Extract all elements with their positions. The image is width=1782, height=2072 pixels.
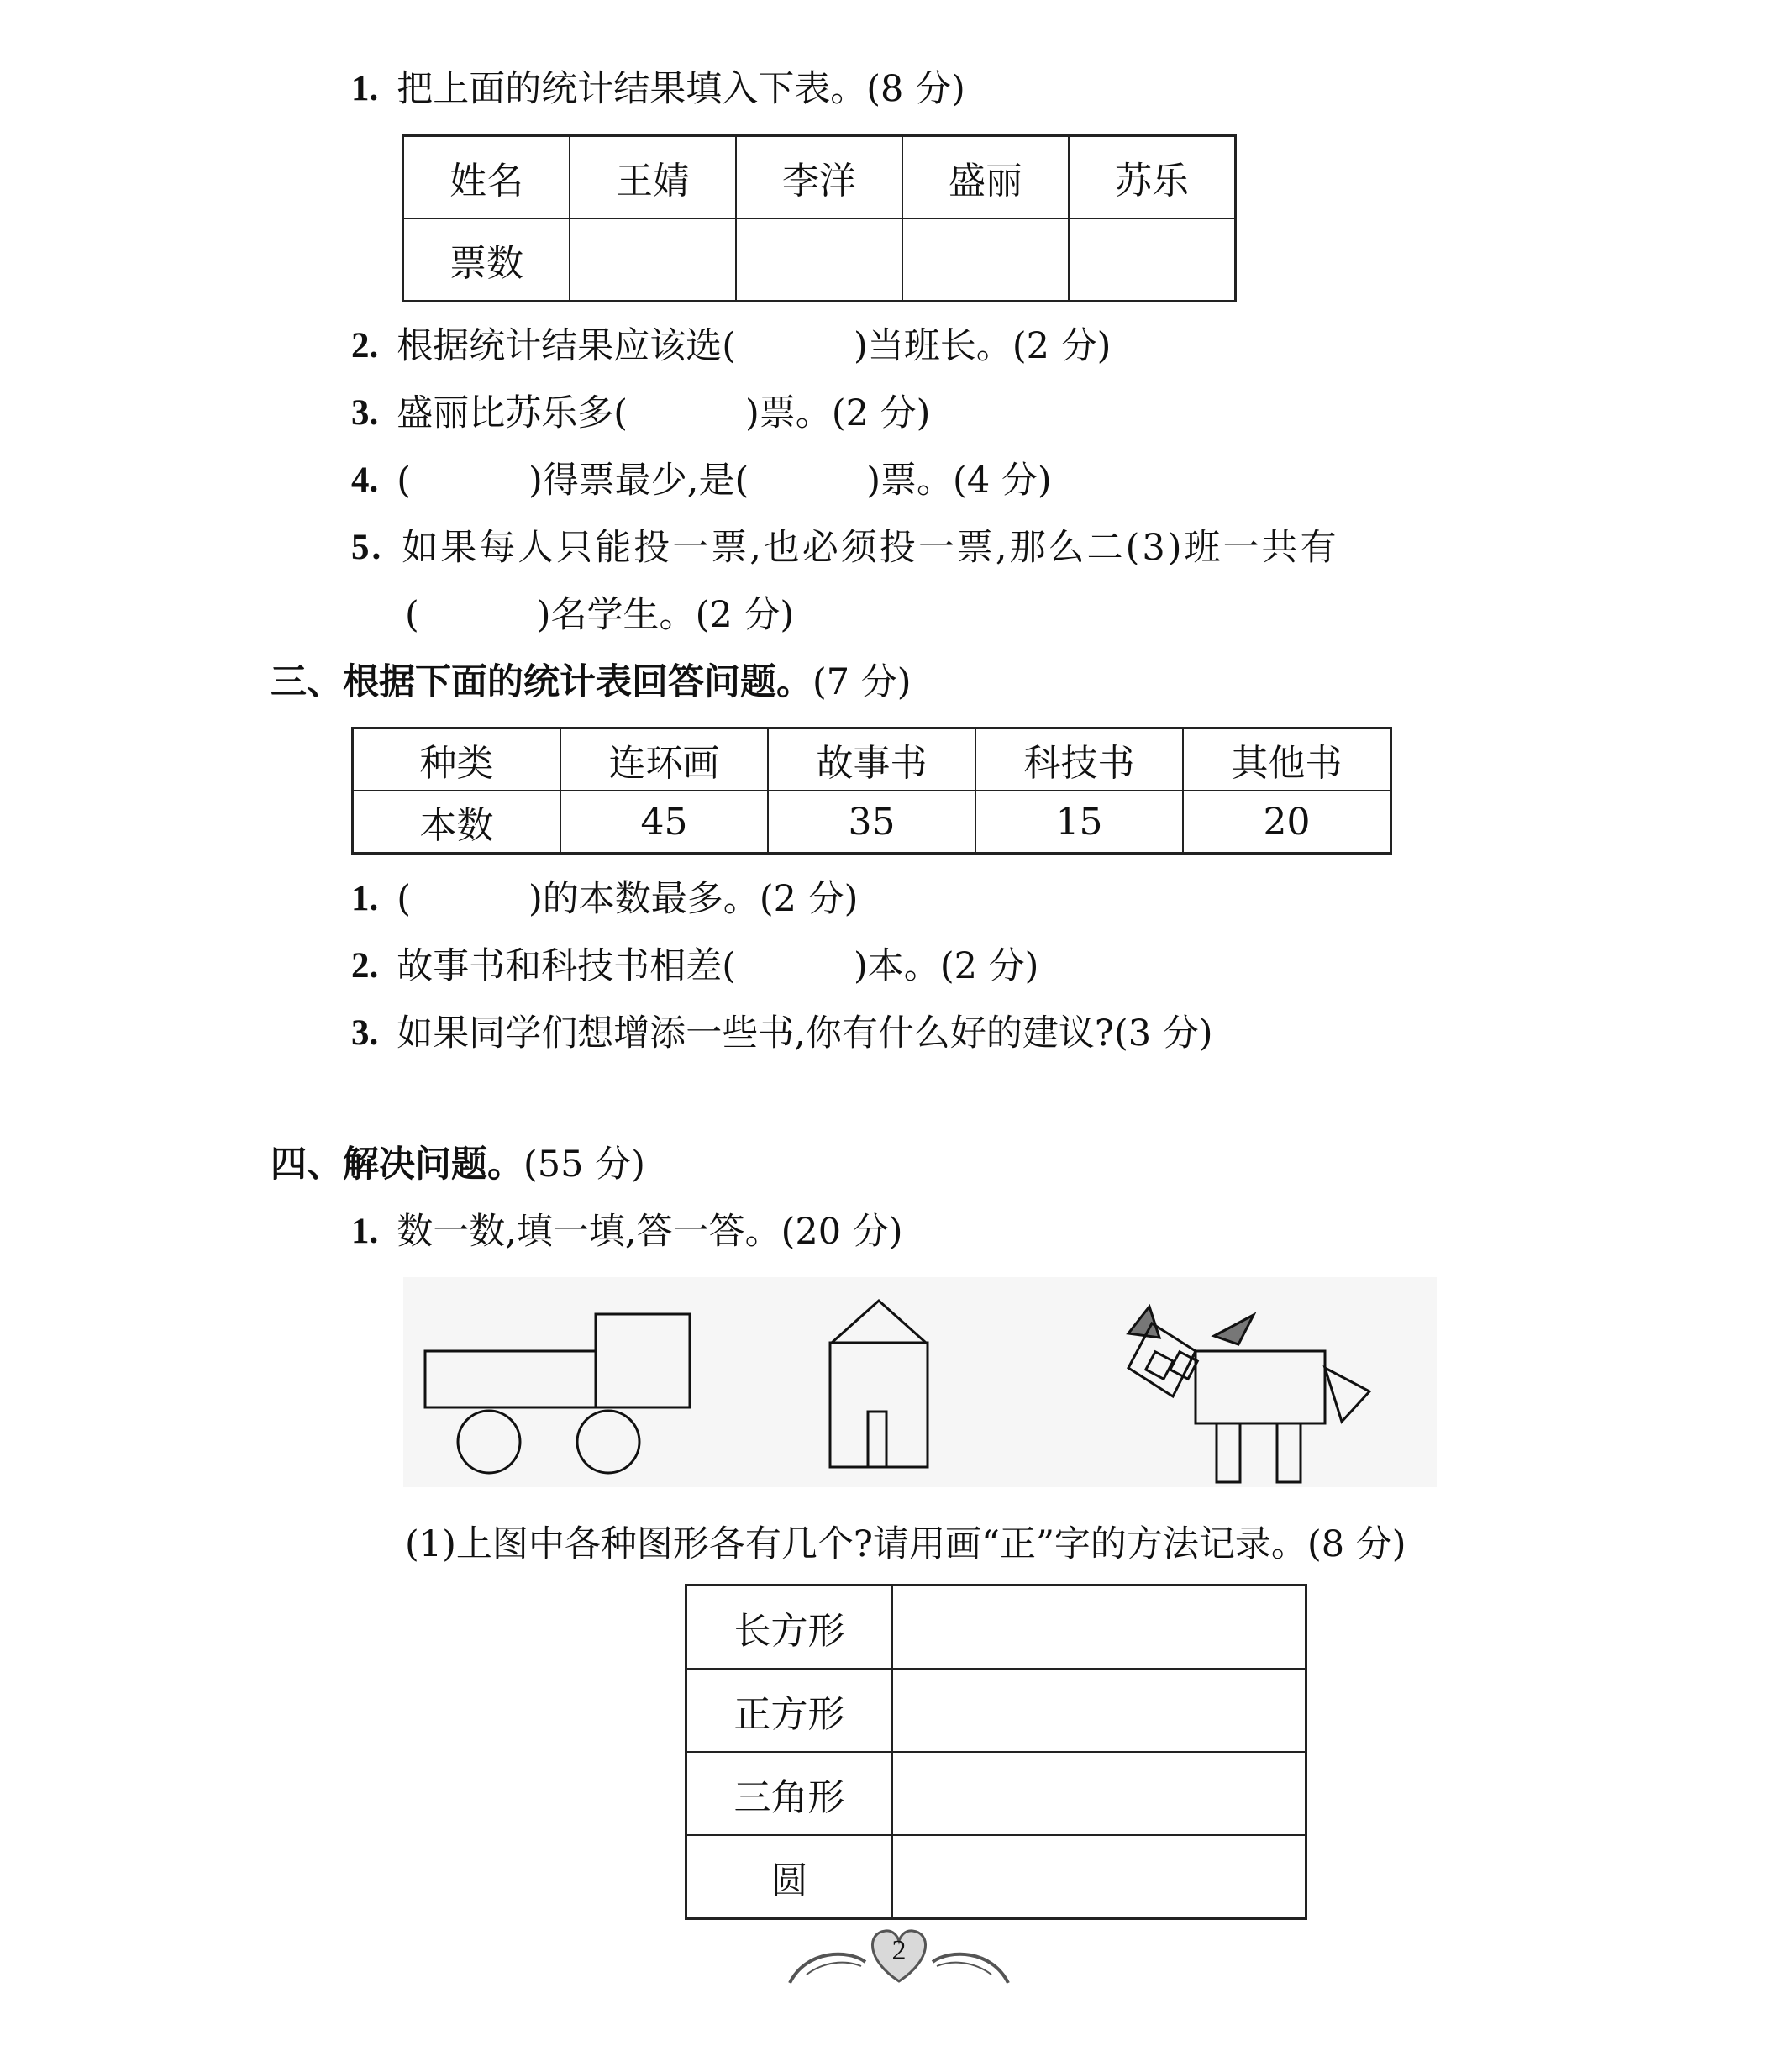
- answer-cell[interactable]: [902, 218, 1069, 302]
- table-cell: 盛丽: [902, 136, 1069, 219]
- q-text: )名学生。: [536, 594, 696, 636]
- p3-q2-line: [351, 941, 1038, 991]
- p4-q1-line: [351, 1207, 903, 1257]
- q-text: )票。: [866, 460, 954, 502]
- section-score: (7 分): [812, 661, 912, 703]
- q-number: 2.: [351, 946, 379, 986]
- q-text: 故事书和科技书相差(: [397, 945, 737, 987]
- table-cell: 票数: [403, 218, 570, 302]
- table-cell: 姓名: [403, 136, 570, 219]
- page-footer: [773, 1916, 1025, 1991]
- table-cell: 20: [1183, 791, 1391, 854]
- shapes-figure: [403, 1277, 1437, 1487]
- q3-line: [351, 388, 930, 439]
- q-score: (4 分): [953, 460, 1052, 502]
- table-header: 科技书: [975, 728, 1183, 791]
- q-text: )的本数最多。: [528, 878, 760, 920]
- shapes-illustration: [403, 1277, 1437, 1487]
- cow-figure: [1128, 1307, 1369, 1482]
- q5-line2: [405, 590, 794, 640]
- q2-line: [351, 321, 1111, 371]
- q-text: )得票最少,是(: [528, 460, 749, 502]
- cow-tail-triangle: [1325, 1368, 1369, 1422]
- truck-wheel-circle: [577, 1411, 639, 1473]
- truck-body-rectangle: [425, 1351, 596, 1407]
- q-number: 2.: [351, 326, 379, 365]
- cow-eye-square: [1146, 1352, 1173, 1379]
- book-table: [351, 727, 1392, 855]
- table-cell: 本数: [353, 791, 561, 854]
- answer-cell[interactable]: [1069, 218, 1236, 302]
- section-title: 四、解决问题。: [271, 1144, 523, 1186]
- q-score: (8 分): [1306, 1523, 1406, 1565]
- q-text: (: [405, 594, 419, 636]
- page-number: 2: [891, 1935, 907, 1966]
- q-text: )当班长。: [854, 325, 1012, 367]
- q-number: 3.: [351, 1013, 379, 1053]
- answer-cell[interactable]: [570, 218, 736, 302]
- table-cell: 苏乐: [1069, 136, 1236, 219]
- answer-cell[interactable]: [892, 1752, 1306, 1835]
- truck-figure: [425, 1314, 690, 1473]
- q-score: (2 分): [759, 878, 859, 920]
- q-score: (2 分): [695, 594, 795, 636]
- q-text: 如果每人只能投一票,也必须投一票,那么二(3)班一共有: [402, 527, 1339, 569]
- q-text: 如果同学们想增添一些书,你有什么好的建议?: [397, 1012, 1114, 1054]
- q-text: 把上面的统计结果填入下表。: [397, 68, 867, 110]
- q-score: (2 分): [831, 392, 931, 434]
- q-text: )本。: [854, 945, 940, 987]
- q-number: 4.: [351, 460, 379, 500]
- q-score: (20 分): [781, 1211, 903, 1253]
- cow-leg-rectangle: [1217, 1423, 1240, 1482]
- q5-line: [351, 523, 1339, 573]
- q-number: 1.: [351, 69, 379, 108]
- house-door-rectangle: [868, 1412, 886, 1467]
- table-cell: 三角形: [686, 1752, 893, 1835]
- q1-line: [351, 64, 965, 114]
- q-text: )票。: [745, 392, 832, 434]
- cow-ear-triangle: [1214, 1315, 1254, 1344]
- table-header: 种类: [353, 728, 561, 791]
- cow-body-rectangle: [1196, 1351, 1325, 1423]
- q-score: (3 分): [1113, 1012, 1213, 1054]
- p3-q3-line: [351, 1008, 1213, 1059]
- q-score: (8 分): [866, 68, 965, 110]
- table-cell: 15: [975, 791, 1183, 854]
- house-figure: [830, 1301, 928, 1467]
- table-cell: 35: [768, 791, 975, 854]
- q-number: 5.: [351, 528, 384, 567]
- q-number: 3.: [351, 393, 379, 433]
- cow-leg-rectangle: [1277, 1423, 1301, 1482]
- p3-q1-line: [351, 874, 858, 924]
- shape-count-table: [685, 1584, 1307, 1920]
- q-text: (: [397, 460, 412, 502]
- section-title: 三、根据下面的统计表回答问题。: [271, 661, 812, 703]
- vote-table: [402, 134, 1237, 302]
- answer-cell[interactable]: [892, 1586, 1306, 1670]
- table-cell: 圆: [686, 1835, 893, 1919]
- q-text: (1)上图中各种图形各有几个?请用画“正”字的方法记录。: [405, 1523, 1307, 1565]
- truck-cab-square: [596, 1314, 690, 1407]
- section-3-heading: [271, 657, 912, 707]
- house-roof-triangle: [832, 1301, 926, 1343]
- q-text: 盛丽比苏乐多(: [397, 392, 628, 434]
- page-ornament: [773, 1916, 1025, 1991]
- table-header: 其他书: [1183, 728, 1391, 791]
- table-header: 故事书: [768, 728, 975, 791]
- table-cell: 45: [560, 791, 768, 854]
- table-cell: 正方形: [686, 1669, 893, 1752]
- p4-sub1-line: [405, 1519, 1406, 1570]
- q-score: (2 分): [939, 945, 1039, 987]
- q-text: (: [397, 878, 412, 920]
- q-text: 数一数,填一填,答一答。: [397, 1211, 781, 1253]
- answer-cell[interactable]: [892, 1835, 1306, 1919]
- house-wall-rectangle: [830, 1343, 928, 1467]
- table-header: 连环画: [560, 728, 768, 791]
- q4-line: [351, 455, 1052, 506]
- truck-wheel-circle: [458, 1411, 520, 1473]
- q-number: 1.: [351, 1212, 379, 1251]
- q-score: (2 分): [1012, 325, 1112, 367]
- q-text: 根据统计结果应该选(: [397, 325, 737, 367]
- table-cell: 李洋: [736, 136, 902, 219]
- cow-ear-triangle: [1128, 1307, 1159, 1338]
- answer-cell[interactable]: [736, 218, 902, 302]
- section-score: (55 分): [523, 1144, 645, 1186]
- table-cell: 王婧: [570, 136, 736, 219]
- answer-cell[interactable]: [892, 1669, 1306, 1752]
- section-4-heading: [271, 1139, 645, 1190]
- table-cell: 长方形: [686, 1586, 893, 1670]
- q-number: 1.: [351, 879, 379, 918]
